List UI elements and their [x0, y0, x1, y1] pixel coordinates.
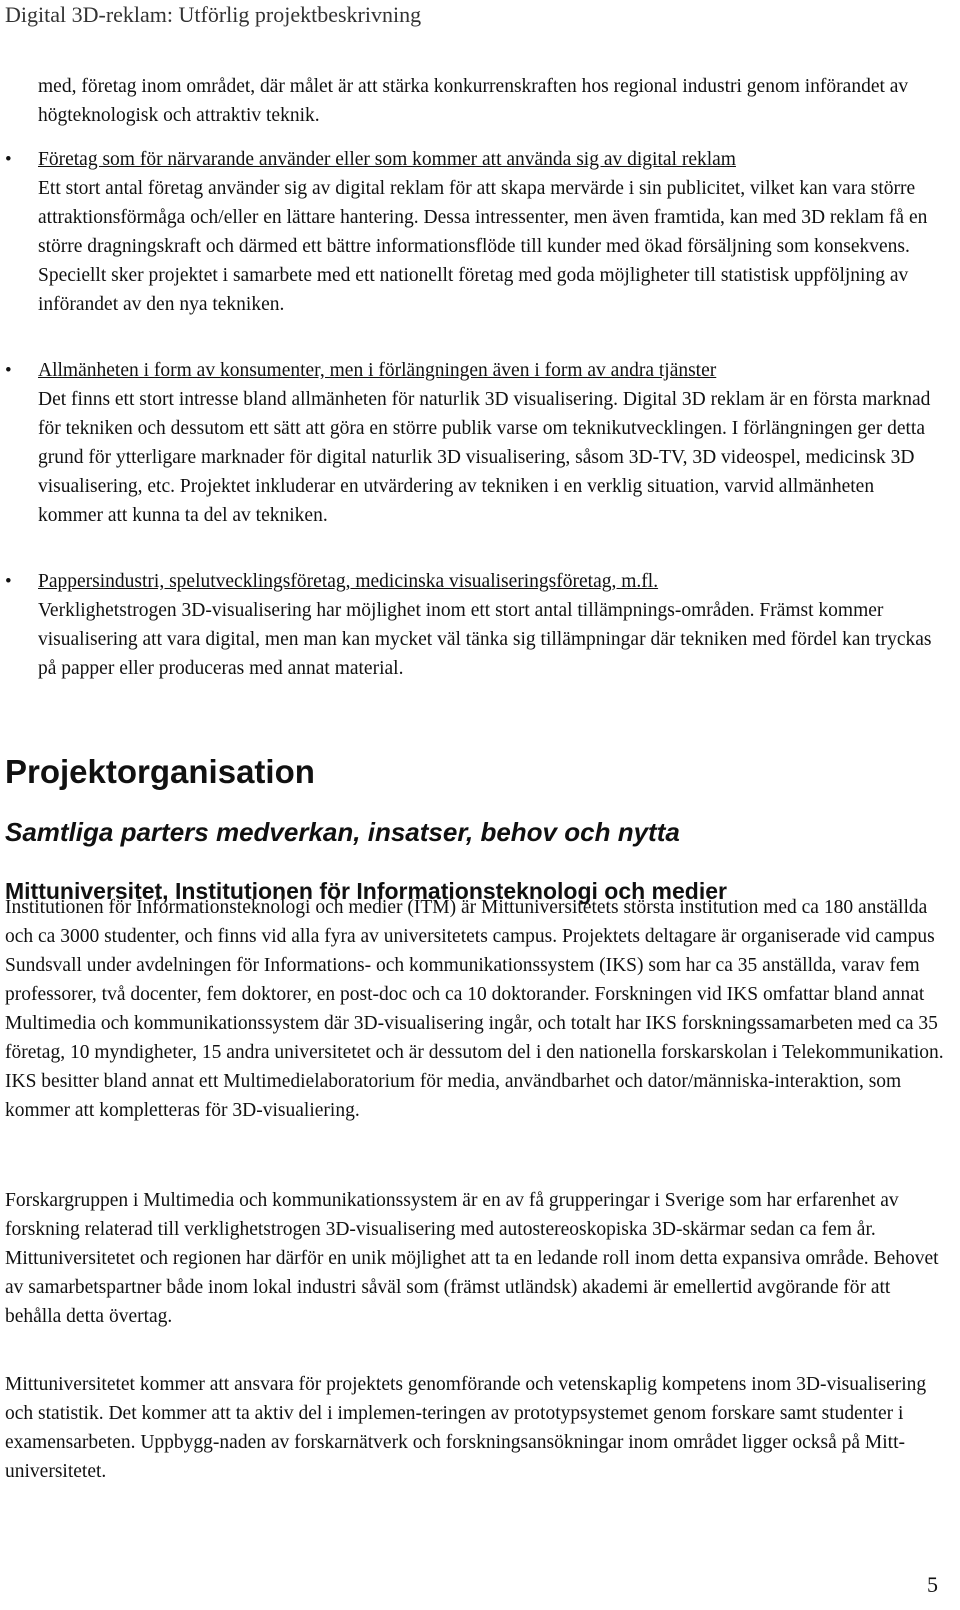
- bullet-text: Det finns ett stort intresse bland allmänheten för naturlik 3D visualisering. Digital 3D reklam är en första marknad för tekniken och dessutom ett sätt att göra en större publik varse om teknikutvecklingen. I förlängningen ger detta grund för ytterligare marknader för digital naturlik 3D visualisering, såsom 3D-TV, 3D videospel, medicinsk 3D visualisering, etc. Projektet inkluderar en utvärdering av tekniken i en verklig situation, varvid allmänheten kommer att kunna ta del av tekniken.: [38, 389, 931, 526]
- bullet-item: [5, 567, 938, 683]
- partner-heading: Mittuniversitet, Institutionen för Informationsteknologi och medier: [5, 878, 727, 904]
- bullet-text: Ett stort antal företag använder sig av digital reklam för att skapa mervärde i sin publicitet, vilket kan vara större attraktionsförmåga och/eller en lättare hantering. Dessa intressenter, men även framtida, kan med 3D reklam få en större dragningskraft och därmed ett bättre informationsflöde till kunder med ökad försäljning som konsekvens. Speciellt sker projektet i samarbete med ett nationellt företag med goda möjligheter till statistisk uppföljning av införandet av den nya tekniken.: [38, 178, 928, 315]
- body-paragraph: [5, 1186, 950, 1331]
- bullet-heading: Pappersindustri, spelutvecklingsföretag, medicinska visualiseringsföretag, m.fl.: [38, 571, 659, 592]
- paragraph-text: Forskargruppen i Multimedia och kommunikationssystem är en av få grupperingar i Sverige som har erfarenhet av forskning relaterad till verklighetstrogen 3D-visualisering med autostereoskopiska 3D-skärmar sedan ca fem år. Mittuniversitetet och regionen har därför en unik möjlighet att ta en ledande roll inom detta expansiva område. Behovet av samarbetspartner både inom lokal industri såväl som (främst utländsk) akademi är emellertid avgörande för att behålla detta övertag.: [5, 1190, 939, 1327]
- section-title: Projektorganisation: [5, 753, 315, 790]
- section-subtitle: Samtliga parters medverkan, insatser, behov och nytta: [5, 817, 680, 847]
- paragraph-text: Mittuniversitetet kommer att ansvara för projektets genomförande och vetenskaplig kompetens inom 3D-visualisering och statistik. Det kommer att ta aktiv del i implemen-teringen av prototypsystemet genom forskare samt studenter i examensarbeten. Uppbygg-naden av forskarnätverk och forskningsansökningar inom området ligger också på Mitt-universitetet.: [5, 1374, 927, 1482]
- continuation-text: med, företag inom området, där målet är att stärka konkurrenskraften hos regional industri genom införandet av högteknologisk och attraktiv teknik.: [38, 76, 909, 126]
- page-number: 5: [927, 1572, 938, 1597]
- bullet-item: [5, 145, 938, 319]
- bullet-heading: Företag som för närvarande använder eller som kommer att använda sig av digital reklam: [38, 149, 736, 170]
- running-header: Digital 3D-reklam: Utförlig projektbeskrivning: [5, 2, 422, 27]
- bullet-icon: •: [5, 149, 12, 170]
- bullet-icon: •: [5, 571, 12, 592]
- paragraph-text: Institutionen för Informationsteknologi och medier (ITM) är Mittuniversitetets största institution med ca 180 anställda och ca 3000 studenter, och finns vid alla fyra av universitetets campus. Projektets deltagare är organiserade vid campus Sundsvall under avdelningen för Informations- och kommunikationssystem (IKS) som har ca 35 anställda, varav fem professorer, två docenter, fem doktorer, en post-doc och ca 10 doktorander. Forskningen vid IKS omfattar bland annat Multimedia och kommunikationssystem där 3D-visualisering ingår, och totalt har IKS forskningssamarbeten med ca 35 företag, 10 myndigheter, 15 andra universitetet och är dessutom del i den nationella forskarskolan i Telekommunikation. IKS besitter bland annat ett Multimedielaboratorium för media, användbarhet och dator/människa-interaktion, som kommer att kompletteras för 3D-visualiering.: [5, 897, 944, 1121]
- bullet-text: Verklighetstrogen 3D-visualisering har möjlighet inom ett stort antal tillämpnings-områden. Främst kommer visualisering att vara digital, men man kan mycket väl tänka sig tillämpningar där tekniken med fördel kan tryckas på papper eller produceras med annat material.: [38, 600, 932, 679]
- bullet-item: [5, 356, 938, 530]
- body-paragraph: [5, 1370, 950, 1486]
- continuation-paragraph: [38, 72, 938, 130]
- bullet-heading: Allmänheten i form av konsumenter, men i förlängningen även i form av andra tjänster: [38, 360, 717, 381]
- body-paragraph: [5, 893, 950, 1125]
- bullet-icon: •: [5, 360, 12, 381]
